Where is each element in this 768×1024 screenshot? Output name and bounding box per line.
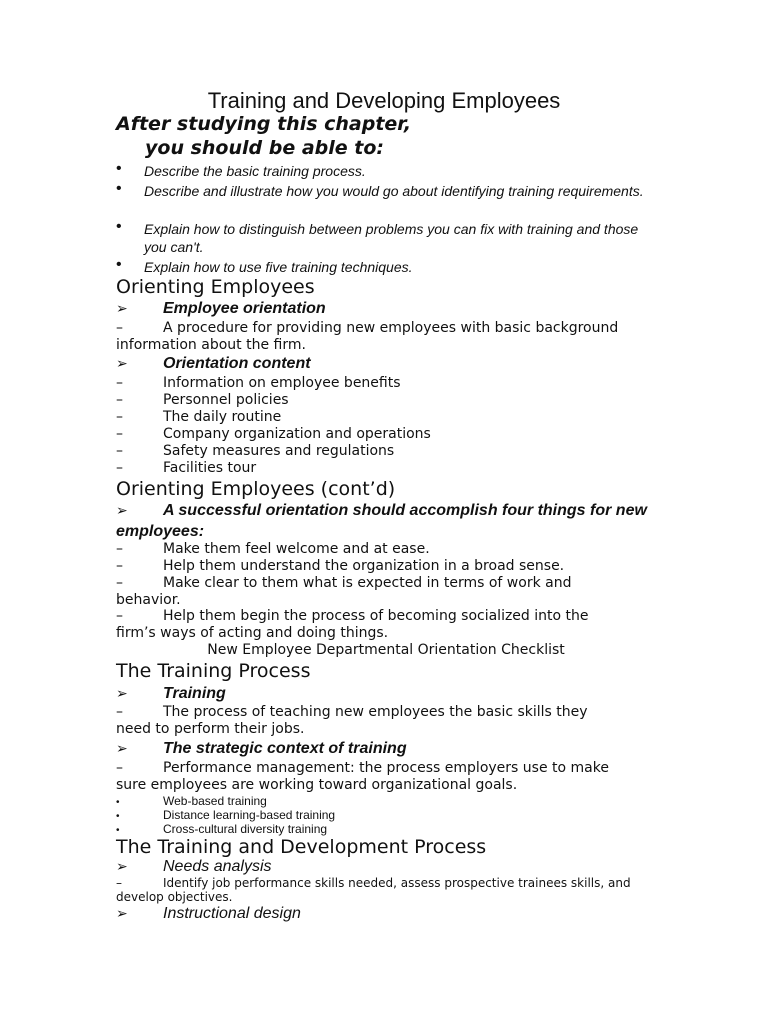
section-heading: Orienting Employees (cont’d) <box>116 478 396 500</box>
dash-icon: – <box>116 320 123 336</box>
arrow-bullet-icon: ➢ <box>116 905 128 921</box>
dash-item: – Help them begin the process of becoming socialized into the firm’s ways of acting and doing things. <box>116 608 589 641</box>
list-item: • Cross-cultural diversity training <box>116 822 328 836</box>
document-title: Training and Developing Employees <box>207 88 561 113</box>
subheading: ➢ Training <box>116 685 226 702</box>
objective-item: • Explain how to use five training techniques. <box>116 256 413 275</box>
checklist-caption: New Employee Departmental Orientation Checklist <box>207 642 565 658</box>
intro-heading <box>116 112 411 160</box>
subheading: ➢ Instructional design <box>116 905 301 922</box>
dash-item: – Safety measures and regulations <box>116 443 395 459</box>
dash-icon: – <box>116 541 123 557</box>
dash-icon: – <box>116 443 123 459</box>
arrow-bullet-icon: ➢ <box>116 355 128 371</box>
subheading: ➢ Orientation content <box>116 355 311 372</box>
bullet-icon: • <box>116 256 122 273</box>
bullet-icon: • <box>116 811 120 822</box>
dash-icon: – <box>116 426 123 442</box>
arrow-bullet-icon: ➢ <box>116 502 128 518</box>
section-heading: Orienting Employees <box>116 276 315 298</box>
bullet-icon: • <box>116 180 122 197</box>
bullet-icon: • <box>116 218 122 235</box>
dash-item: – Company organization and operations <box>116 426 431 442</box>
dash-icon: – <box>116 608 123 624</box>
dash-icon: – <box>116 558 123 574</box>
objective-item: • Describe and illustrate how you would go about identifying training requirements. <box>116 180 644 199</box>
dash-item: – The daily routine <box>116 409 282 425</box>
dash-icon: – <box>116 876 122 890</box>
dash-item: – Facilities tour <box>116 460 257 476</box>
intro-line-2: you should be able to: <box>145 137 384 159</box>
dash-icon: – <box>116 704 123 720</box>
bullet-icon: • <box>116 797 120 808</box>
dash-item: – Identify job performance skills needed, assess prospective trainees skills, and develop objectives. <box>116 876 631 904</box>
list-item: • Distance learning-based training <box>116 808 336 822</box>
dash-item: – Information on employee benefits <box>116 375 401 391</box>
dash-item: – Personnel policies <box>116 392 289 408</box>
subheading: ➢ The strategic context of training <box>116 740 407 757</box>
objective-item: • Describe the basic training process. <box>116 160 366 179</box>
intro-line-1: After studying this chapter, <box>116 113 412 135</box>
dash-item: – Performance management: the process employers use to make sure employees are working toward organizational goals. <box>116 760 609 793</box>
dash-icon: – <box>116 375 123 391</box>
bullet-icon: • <box>116 825 120 836</box>
dash-icon: – <box>116 575 123 591</box>
arrow-bullet-icon: ➢ <box>116 300 128 316</box>
bullet-icon: • <box>116 160 122 177</box>
subheading: ➢ Needs analysis <box>116 858 272 875</box>
arrow-bullet-icon: ➢ <box>116 685 128 701</box>
dash-icon: – <box>116 460 123 476</box>
dash-item: – A procedure for providing new employees with basic background information about the firm. <box>116 320 619 353</box>
subheading: ➢ Employee orientation <box>116 300 326 317</box>
arrow-bullet-icon: ➢ <box>116 740 128 756</box>
dash-item: – The process of teaching new employees the basic skills they need to perform their jobs. <box>116 704 588 737</box>
objective-item: • Explain how to distinguish between problems you can fix with training and those you can't. <box>116 218 639 255</box>
dash-item: – Make them feel welcome and at ease. <box>116 541 430 557</box>
section-heading: The Training and Development Process <box>116 836 487 858</box>
dash-item: – Make clear to them what is expected in terms of work and behavior. <box>116 575 572 608</box>
arrow-bullet-icon: ➢ <box>116 858 128 874</box>
subheading: ➢ A successful orientation should accomplish four things for new employees: <box>116 502 647 540</box>
dash-item: – Help them understand the organization in a broad sense. <box>116 558 565 574</box>
section-heading: The Training Process <box>116 660 311 682</box>
dash-icon: – <box>116 392 123 408</box>
dash-icon: – <box>116 760 123 776</box>
list-item: • Web-based training <box>116 794 267 808</box>
dash-icon: – <box>116 409 123 425</box>
